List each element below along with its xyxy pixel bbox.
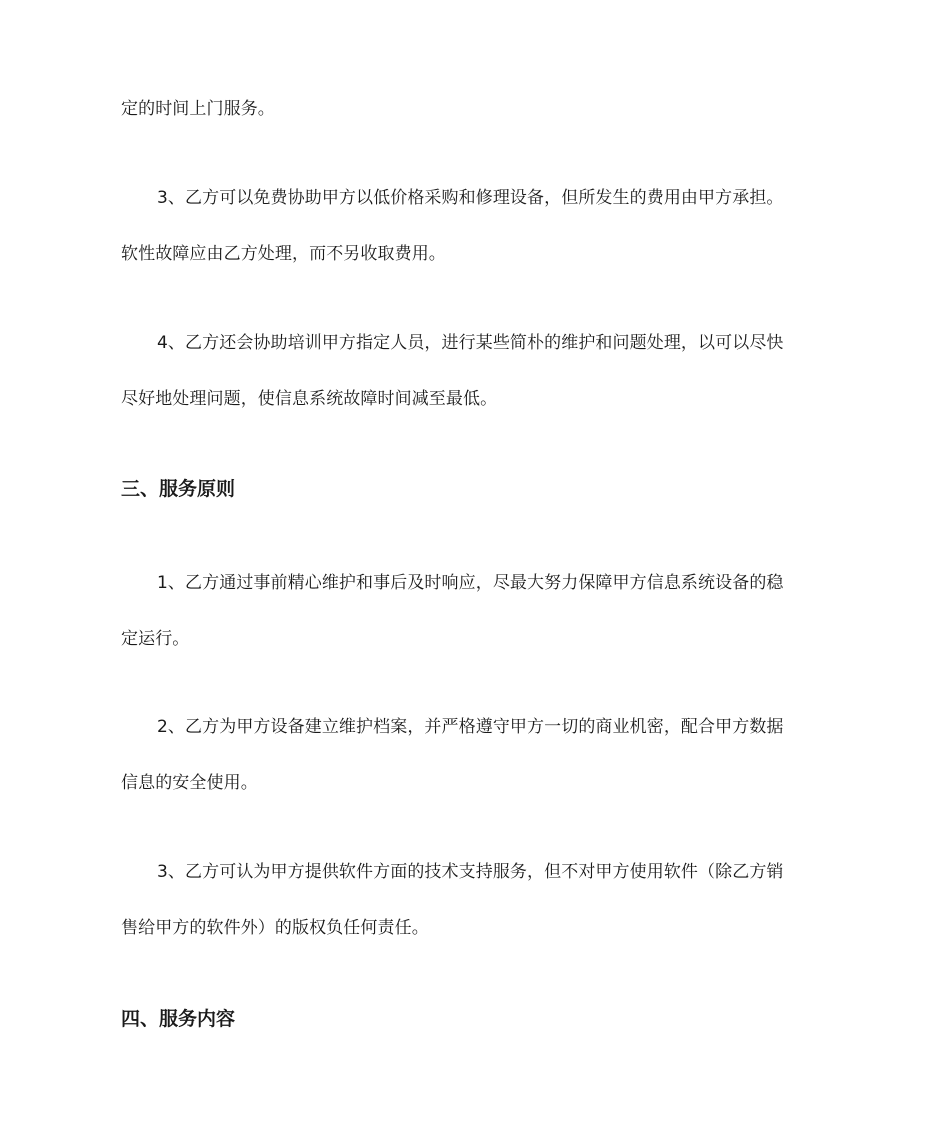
principle-1-line-2: 定运行。 [121, 629, 190, 649]
paragraph-4-line-1: 4、乙方还会协助培训甲方指定人员，进行某些简朴的维护和问题处理，以可以尽快 [157, 333, 784, 353]
principle-1-line-1: 1、乙方通过事前精心维护和事后及时响应，尽最大努力保障甲方信息系统设备的稳 [157, 573, 784, 593]
section-heading-service-principles: 三、服务原则 [121, 478, 236, 500]
principle-3-line-2: 售给甲方的软件外）的版权负任何责任。 [121, 918, 429, 938]
paragraph-3-line-2: 软性故障应由乙方处理，而不另收取费用。 [121, 244, 446, 264]
principle-2-line-2: 信息的安全使用。 [121, 773, 258, 793]
paragraph-4-line-2: 尽好地处理问题，使信息系统故障时间减至最低。 [121, 389, 498, 409]
paragraph-3-line-1: 3、乙方可以免费协助甲方以低价格采购和修理设备，但所发生的费用由甲方承担。 [157, 188, 784, 208]
principle-2-line-1: 2、乙方为甲方设备建立维护档案，并严格遵守甲方一切的商业机密，配合甲方数据 [157, 717, 784, 737]
principle-3-line-1: 3、乙方可认为甲方提供软件方面的技术支持服务，但不对甲方使用软件（除乙方销 [157, 862, 784, 882]
section-heading-service-content: 四、服务内容 [121, 1008, 236, 1030]
paragraph-continuation-line: 定的时间上门服务。 [121, 99, 275, 119]
